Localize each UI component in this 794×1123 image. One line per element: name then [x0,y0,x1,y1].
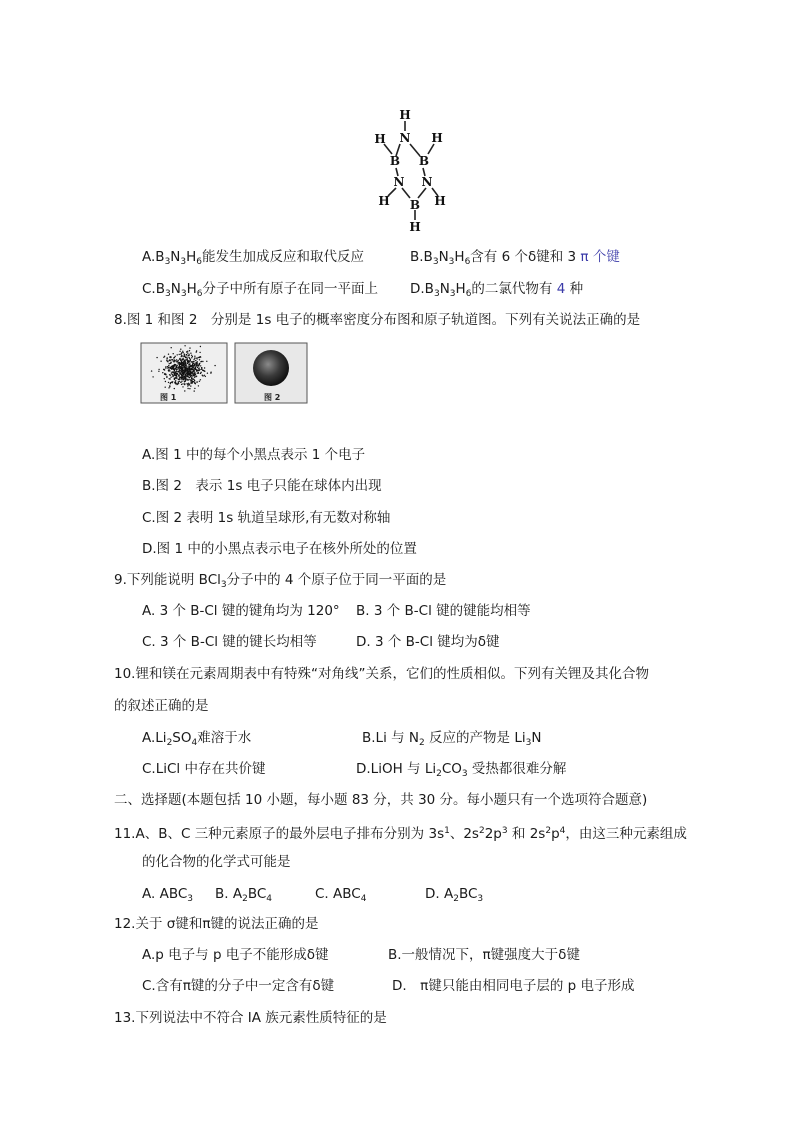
q8-option-a[interactable]: A.图 1 中的每个小黑点表示 1 个电子 [142,447,366,463]
q7-option-d[interactable]: $D.B_3N_3H_6$的二氯代物有 4 种 [410,281,584,299]
q7-option-c[interactable]: $C.B_3N_3H_6$分子中所有原子在同一平面上 [142,281,378,299]
q12-stem: 12.关于 σ键和π键的说法正确的是 [114,916,319,932]
q9-stem: 9.下列能说明 BCl$_3$分子中的 4 个原子位于同一平面的是 [114,572,447,590]
q12-option-c[interactable]: C.含有π键的分子中一定含有δ键 [142,978,335,994]
q10-option-c[interactable]: C.LiCl 中存在共价键 [142,761,266,777]
q10-option-a[interactable]: $A.Li_2SO_4$难溶于水 [142,730,252,748]
q7-option-a[interactable]: $A.B_3N_3H_6$能发生加成反应和取代反应 [142,249,365,267]
orbital-sphere [253,350,289,386]
section-2-heading: 二、选择题(本题包括 10 小题，每小题 83 分，共 30 分。每小题只有一个选项符合题意) [114,792,648,808]
q9-option-b[interactable]: B. 3 个 B-Cl 键的键能均相等 [356,603,531,619]
atom-n-right: N [421,175,433,189]
q10-option-d[interactable]: D.LiOH 与 $Li_2CO_3$ 受热都很难分解 [356,761,567,779]
q8-option-b[interactable]: B.图 2 表示 1s 电子只能在球体内出现 [142,478,382,494]
atom-h-right-upper: H [431,131,443,145]
atom-h-top: H [399,108,411,122]
atom-n-top: N [399,131,411,145]
q10-stem-line2: 的叙述正确的是 [114,698,209,714]
atom-h-right-lower: H [434,194,446,208]
q12-option-d[interactable]: D. π键只能由相同电子层的 p 电子形成 [392,978,635,994]
q11-option-c[interactable]: C. $ABC_4$ [315,886,367,904]
atom-b-left: B [389,154,401,168]
atom-n-left: N [393,175,405,189]
q12-option-b[interactable]: B.一般情况下，π键强度大于δ键 [388,947,580,963]
q7-option-b[interactable]: $B.B_3N_3H_6$含有 6 个δ键和 3 π 个键 [410,249,620,267]
atom-h-bottom: H [409,220,421,234]
orbital-figures [140,342,310,404]
atom-h-left-lower: H [378,194,390,208]
q8-option-c[interactable]: C.图 2 表明 1s 轨道呈球形,有无数对称轴 [142,510,391,526]
q11-option-a[interactable]: A. $ABC_3$ [142,886,194,904]
atom-b-bottom: B [409,198,421,212]
q9-option-c[interactable]: C. 3 个 B-Cl 键的键长均相等 [142,634,317,650]
q13-stem: 13.下列说法中不符合 IA 族元素性质特征的是 [114,1010,387,1026]
q8-option-d[interactable]: D.图 1 中的小黑点表示电子在核外所处的位置 [142,541,417,557]
atom-b-right: B [418,154,430,168]
figure-2-label: 图 2 [264,393,281,402]
q11-option-d[interactable]: D. $A_2BC_3$ [425,886,484,904]
q10-option-b[interactable]: B.Li 与 $N_2$ 反应的产物是 $Li_3N$ [362,730,542,748]
q9-option-d[interactable]: D. 3 个 B-Cl 键均为δ键 [356,634,500,650]
q11-stem-line1: 11.A、B、C 三种元素原子的最外层电子排布分别为 $3s^1$、$2s^22p^3$ 和 $2s^2p^4$，由这三种元素组成 [114,826,687,842]
q11-stem-line2: 的化合物的化学式可能是 [142,854,291,870]
q10-stem-line1: 10.锂和镁在元素周期表中有特殊“对角线”关系，它们的性质相似。下列有关锂及其化合物 [114,666,649,682]
q9-option-a[interactable]: A. 3 个 B-Cl 键的键角均为 120° [142,603,340,619]
figure-1-label: 图 1 [160,393,177,402]
borazine-structure-figure [362,108,446,236]
q8-stem: 8.图 1 和图 2 分别是 1s 电子的概率密度分布图和原子轨道图。下列有关说法正确的是 [114,312,641,328]
q12-option-a[interactable]: A.p 电子与 p 电子不能形成δ键 [142,947,329,963]
q11-option-b[interactable]: B. $A_2BC_4$ [215,886,273,904]
atom-h-left-upper: H [374,132,386,146]
